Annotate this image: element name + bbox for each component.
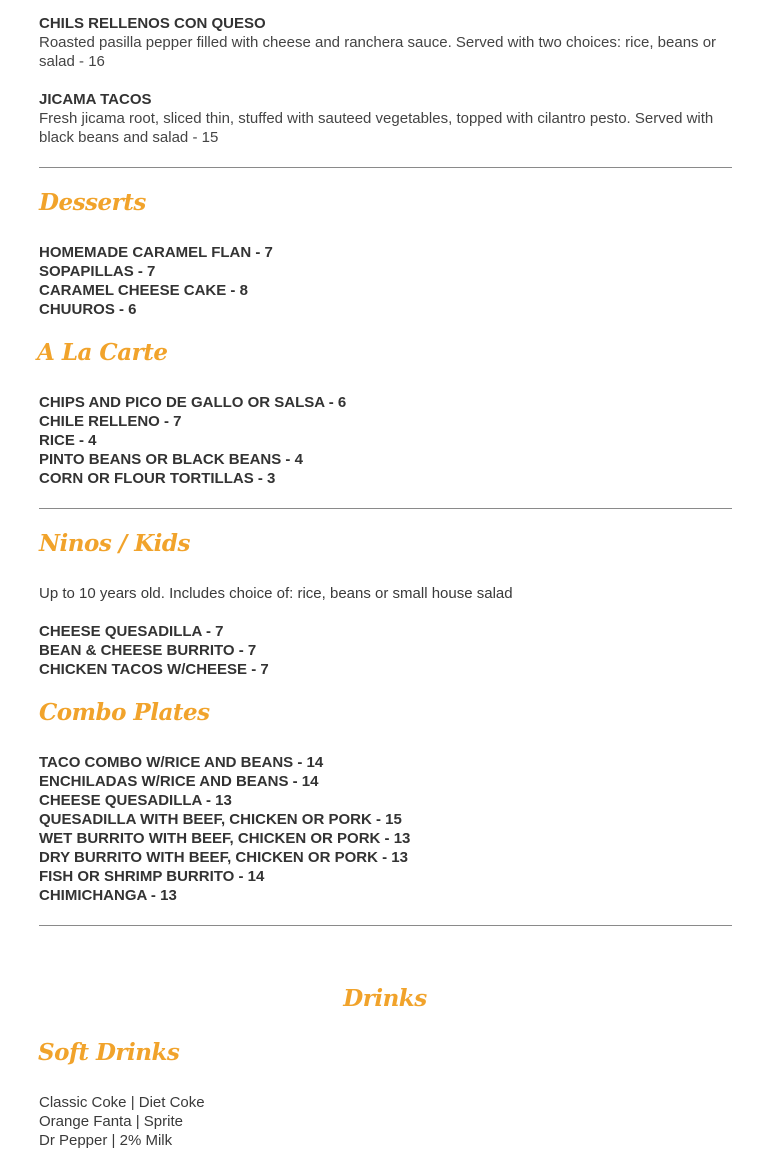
a-la-carte-item: RICE - 4 — [39, 432, 97, 449]
combo-item: FISH OR SHRIMP BURRITO - 14 — [39, 868, 265, 885]
a-la-carte-heading: A La Carte — [37, 339, 168, 366]
dessert-item: CARAMEL CHEESE CAKE - 8 — [39, 282, 248, 299]
desserts-heading: Desserts — [39, 189, 146, 216]
dessert-item: SOPAPILLAS - 7 — [39, 263, 156, 280]
dessert-item: HOMEMADE CARAMEL FLAN - 7 — [39, 244, 273, 261]
combo-item: TACO COMBO W/RICE AND BEANS - 14 — [39, 754, 324, 771]
dessert-item: CHUUROS - 6 — [39, 301, 137, 318]
drinks-heading: Drinks — [343, 985, 427, 1012]
combo-item: ENCHILADAS W/RICE AND BEANS - 14 — [39, 773, 319, 790]
combo-item: CHEESE QUESADILLA - 13 — [39, 792, 232, 809]
soft-drinks-heading: Soft Drinks — [38, 1039, 180, 1066]
kids-item: CHICKEN TACOS W/CHEESE - 7 — [39, 661, 269, 678]
combo-item: QUESADILLA WITH BEEF, CHICKEN OR PORK - 15 — [39, 811, 402, 828]
section-divider — [39, 508, 732, 509]
entree-description: Fresh jicama root, sliced thin, stuffed with sauteed vegetables, topped with cilantro pesto. Served with black beans and salad - 15 — [39, 110, 714, 146]
kids-heading: Ninos / Kids — [39, 530, 190, 557]
entree-description: Roasted pasilla pepper filled with cheese and ranchera sauce. Served with two choices: rice, beans or salad - 16 — [39, 34, 717, 70]
a-la-carte-item: CHILE RELLENO - 7 — [39, 413, 182, 430]
a-la-carte-item: PINTO BEANS OR BLACK BEANS - 4 — [39, 451, 303, 468]
soft-drink-item: Orange Fanta | Sprite — [39, 1113, 183, 1130]
soft-drink-item: Classic Coke | Diet Coke — [39, 1094, 205, 1111]
entree-title: JICAMA TACOS — [39, 91, 152, 108]
section-divider — [39, 925, 732, 926]
kids-item: CHEESE QUESADILLA - 7 — [39, 623, 224, 640]
combo-item: WET BURRITO WITH BEEF, CHICKEN OR PORK - 13 — [39, 830, 411, 847]
kids-note: Up to 10 years old. Includes choice of: rice, beans or small house salad — [39, 585, 513, 602]
section-divider — [39, 167, 732, 168]
a-la-carte-item: CORN OR FLOUR TORTILLAS - 3 — [39, 470, 276, 487]
combo-item: CHIMICHANGA - 13 — [39, 887, 177, 904]
a-la-carte-item: CHIPS AND PICO DE GALLO OR SALSA - 6 — [39, 394, 347, 411]
soft-drink-item: Dr Pepper | 2% Milk — [39, 1132, 173, 1149]
entree-title: CHILS RELLENOS CON QUESO — [39, 15, 266, 32]
kids-item: BEAN & CHEESE BURRITO - 7 — [39, 642, 257, 659]
combo-heading: Combo Plates — [39, 699, 210, 726]
combo-item: DRY BURRITO WITH BEEF, CHICKEN OR PORK - 13 — [39, 849, 408, 866]
